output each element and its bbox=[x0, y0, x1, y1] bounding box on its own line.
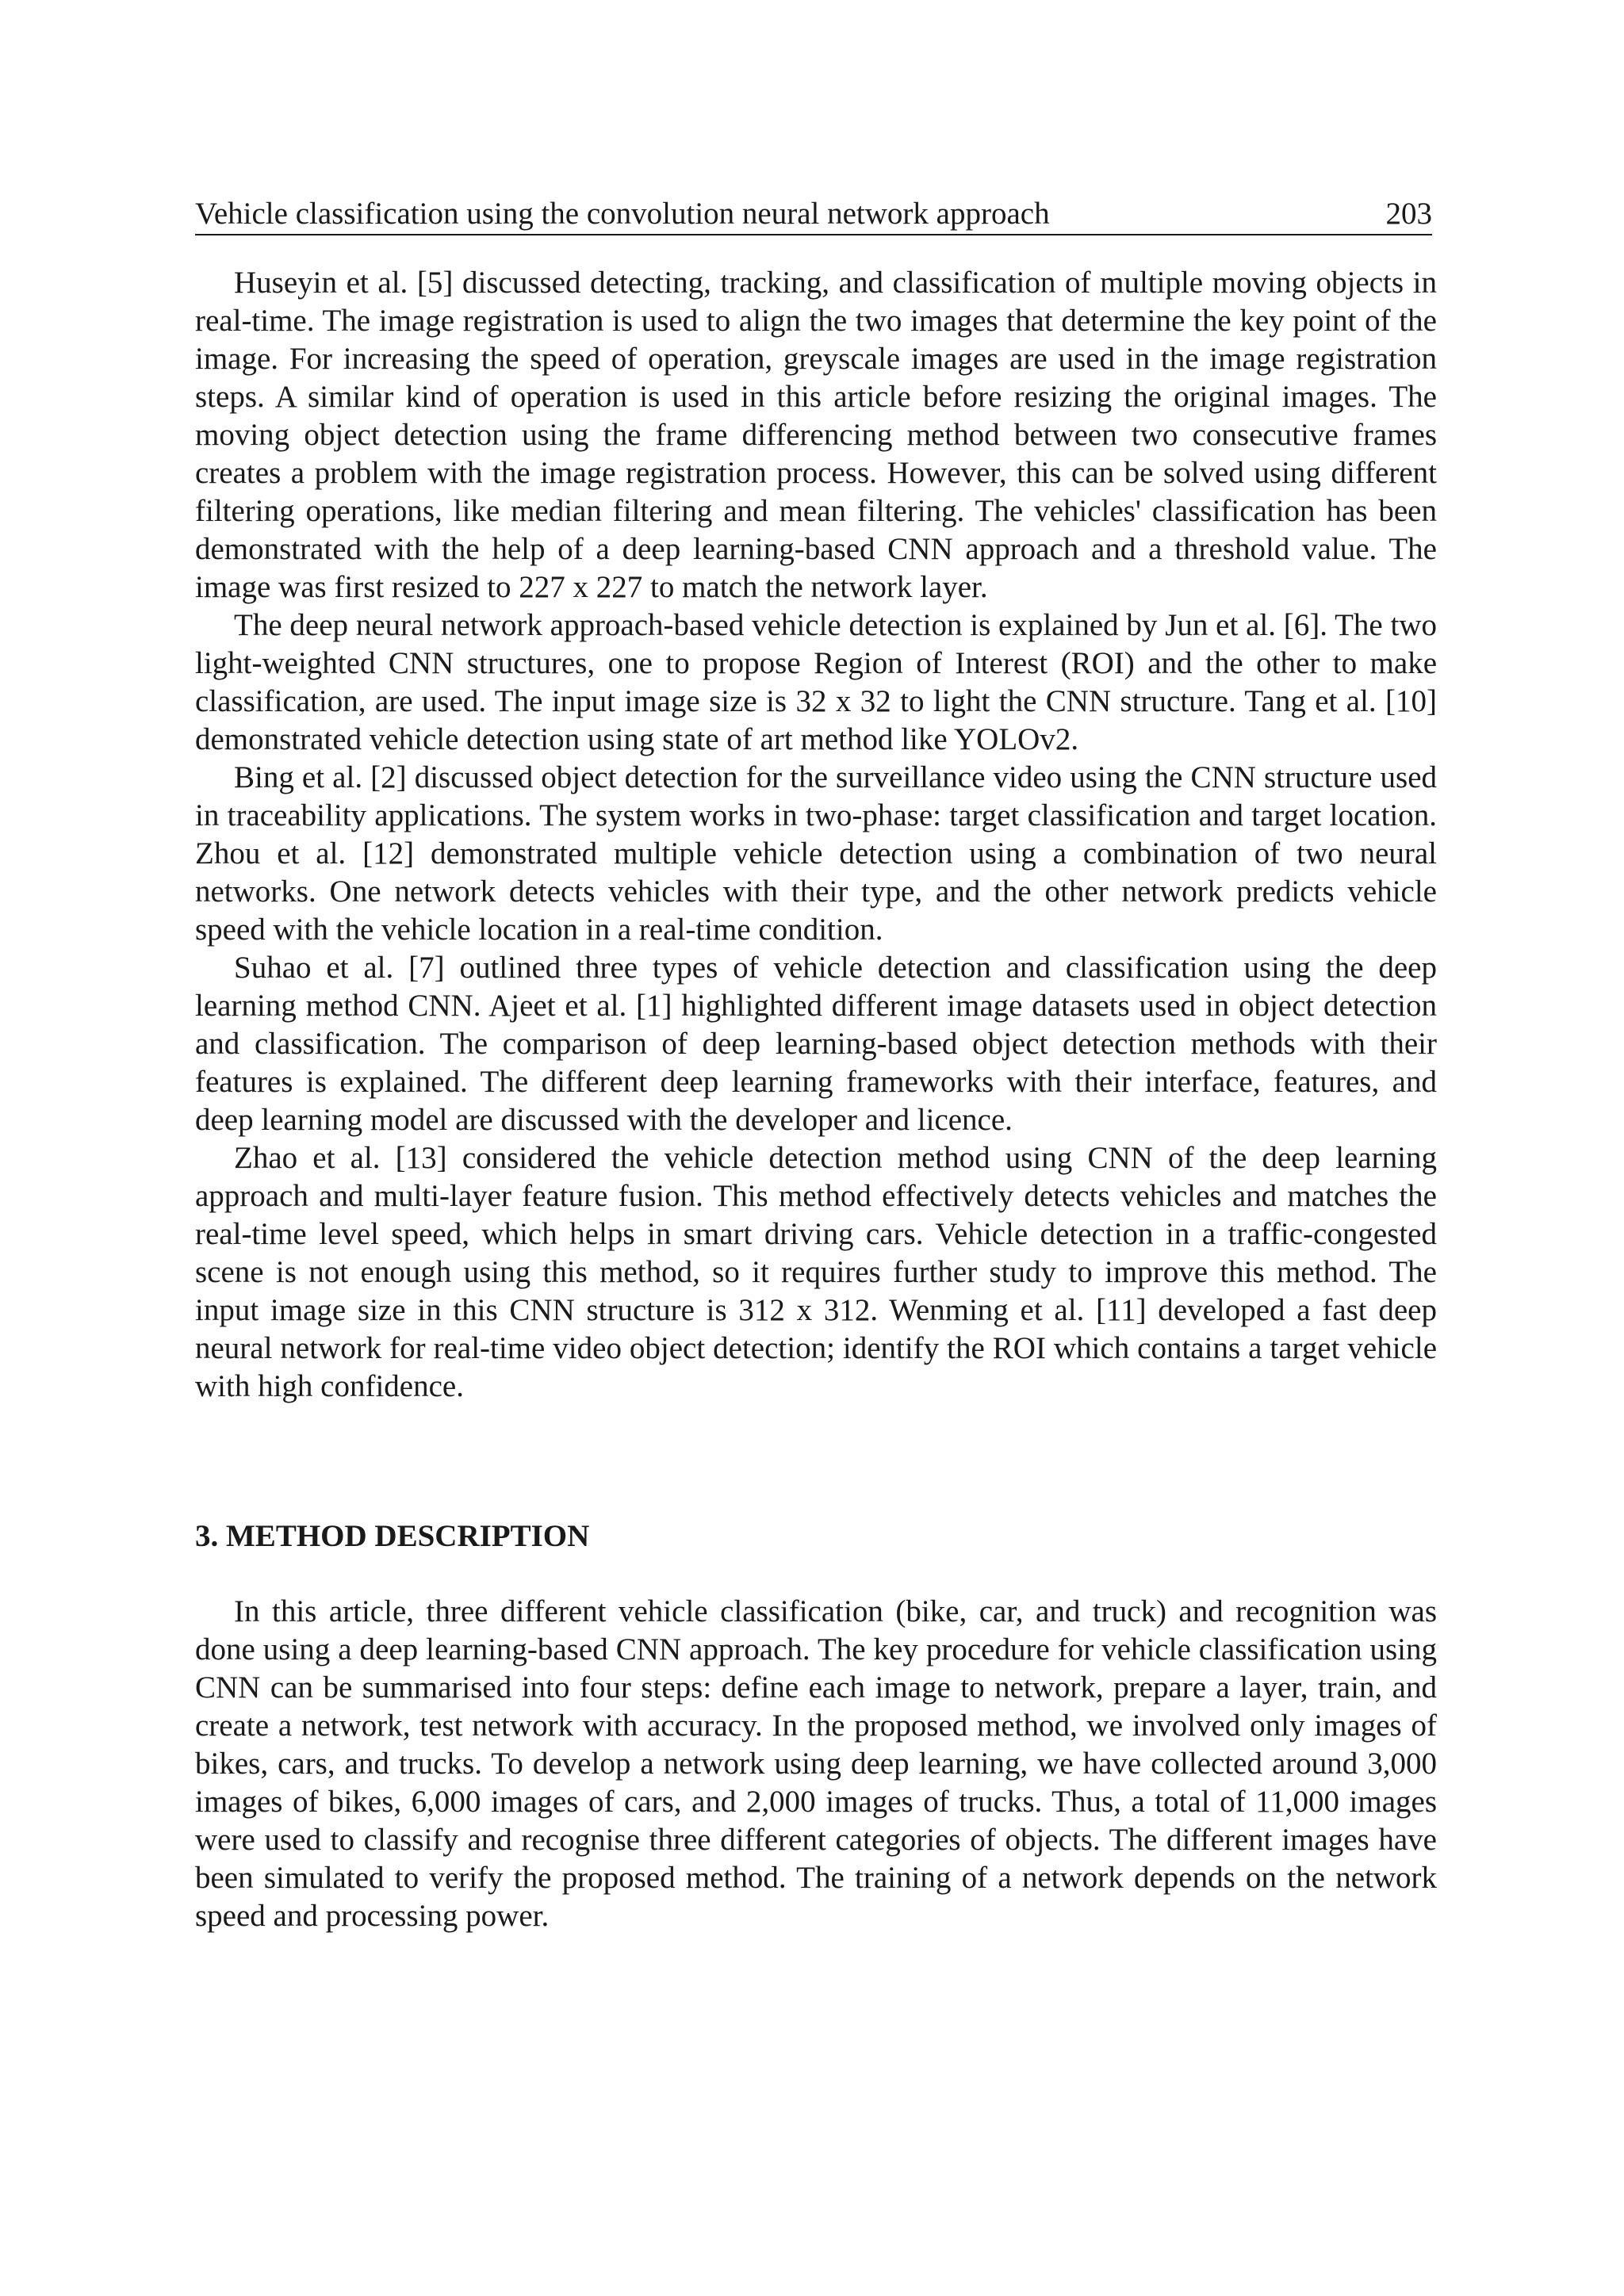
paragraph-bing: Bing et al. [2] discussed object detection for the surveillance video using the CNN structure used in traceability applications. The system works in two-phase: target classification and target location. Zhou et al. [12] demonstrated multiple vehicle detection using a combination of two neural networks. One network detects vehicles with their type, and the other network predicts vehicle speed with the vehicle location in a real-time condition. bbox=[195, 760, 1437, 947]
method-description-text bbox=[195, 1593, 1437, 1935]
section-heading-method-description: 3. METHOD DESCRIPTION bbox=[195, 1519, 590, 1553]
paragraph-method: In this article, three different vehicle classification (bike, car, and truck) and recognition was done using a deep learning-based CNN approach. The key procedure for vehicle classification using CNN can be summarised into four steps: define each image to network, prepare a layer, train, and create a network, test network with accuracy. In the proposed method, we involved only images of bikes, cars, and trucks. To develop a network using deep learning, we have collected around 3,000 images of bikes, 6,000 images of cars, and 2,000 images of trucks. Thus, a total of 11,000 images were used to classify and recognise three different categories of objects. The different images have been simulated to verify the proposed method. The training of a network depends on the network speed and processing power. bbox=[195, 1594, 1437, 1933]
paragraph-jun: The deep neural network approach-based vehicle detection is explained by Jun et al. [6]. The two light-weighted CNN structures, one to propose Region of Interest (ROI) and the other to make classification, are used. The input image size is 32 x 32 to light the CNN structure. Tang et al. [10] demonstrated vehicle detection using state of art method like YOLOv2. bbox=[195, 608, 1437, 756]
page-number: 203 bbox=[1385, 197, 1432, 231]
running-header bbox=[195, 193, 1432, 235]
paragraph-zhao: Zhao et al. [13] considered the vehicle detection method using CNN of the deep learning approach and multi-layer feature fusion. This method effectively detects vehicles and matches the real-time level speed, which helps in smart driving cars. Vehicle detection in a traffic-congested scene is not enough using this method, so it requires further study to improve this method. The input image size in this CNN structure is 312 x 312. Wenming et al. [11] developed a fast deep neural network for real-time video object detection; identify the ROI which contains a target vehicle with high confidence. bbox=[195, 1141, 1437, 1403]
paragraph-suhao: Suhao et al. [7] outlined three types of vehicle detection and classification using the deep learning method CNN. Ajeet et al. [1] highlighted different image datasets used in object detection and classification. The comparison of deep learning-based object detection methods with their features is explained. The different deep learning frameworks with their interface, features, and deep learning model are discussed with the developer and licence. bbox=[195, 951, 1437, 1137]
literature-review-text bbox=[195, 264, 1437, 1406]
paragraph-huseyin: Huseyin et al. [5] discussed detecting, tracking, and classification of multiple moving objects in real-time. The image registration is used to align the two images that determine the key point of the image. For increasing the speed of operation, greyscale images are used in the image registration steps. A similar kind of operation is used in this article before resizing the original images. The moving object detection using the frame differencing method between two consecutive frames creates a problem with the image registration process. However, this can be solved using different filtering operations, like median filtering and mean filtering. The vehicles' classification has been demonstrated with the help of a deep learning-based CNN approach and a threshold value. The image was first resized to 227 x 227 to match the network layer. bbox=[195, 266, 1437, 604]
running-title: Vehicle classification using the convolution neural network approach bbox=[195, 197, 1050, 231]
